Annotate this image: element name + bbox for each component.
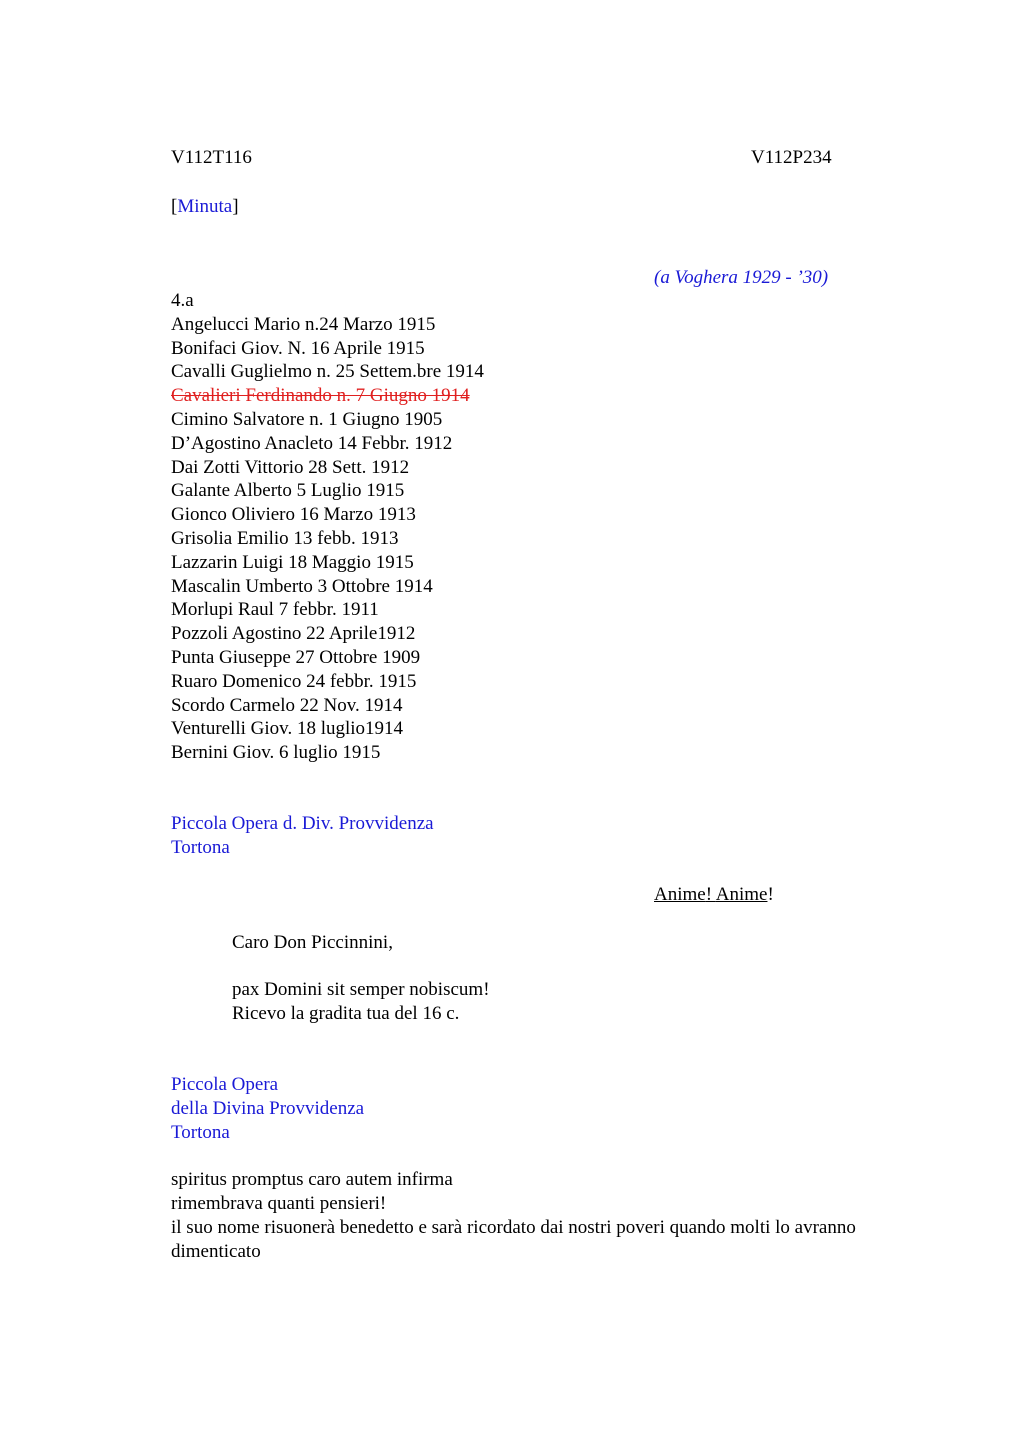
document-page [171,0,931,1450]
list-item: Ruaro Domenico 24 febbr. 1915 [171,670,417,692]
location-date-note: (a Voghera 1929 - ’30) [654,267,829,288]
list-item: Galante Alberto 5 Luglio 1915 [171,480,405,502]
letterhead2-line-3: Tortona [171,1122,230,1143]
list-item: Cavalli Guglielmo n. 25 Settem.bre 1914 [171,361,484,383]
bracket-close: ] [232,196,239,217]
letter-salutation: Caro Don Piccinnini, [232,932,393,953]
list-item: Bernini Giov. 6 luglio 1915 [171,742,381,764]
letter-line-2: Ricevo la gradita tua del 16 c. [232,1003,460,1024]
note-line-2: rimembrava quanti pensieri! [171,1193,387,1214]
list-item: Venturelli Giov. 18 luglio1914 [171,718,404,740]
list-heading: 4.a [171,290,194,311]
list-item: Bonifaci Giov. N. 16 Aprile 1915 [171,337,425,359]
list-item: Punta Giuseppe 27 Ottobre 1909 [171,646,421,668]
motto-word-1: Anime [654,884,706,905]
letterhead-line-2: Tortona [171,837,230,858]
list-item-struck: Cavalieri Ferdinando n. 7 Giugno 1914 [171,385,470,407]
list-item: Morlupi Raul 7 febbr. 1911 [171,599,379,621]
list-item: Gionco Oliviero 16 Marzo 1913 [171,504,416,526]
list-item: Cimino Salvatore n. 1 Giugno 1905 [171,408,443,430]
list-item: Scordo Carmelo 22 Nov. 1914 [171,694,403,716]
note-line-3: il suo nome risuonerà benedetto e sarà ricordato dai nostri poveri quando molti lo avranno dimenticato [171,1217,856,1262]
bracket-open: [ [171,196,178,217]
letterhead-line-1: Piccola Opera d. Div. Provvidenza [171,813,434,834]
letter-line-1: pax Domini sit semper nobiscum! [232,979,490,1000]
list-item: Angelucci Mario n.24 Marzo 1915 [171,313,436,335]
motto-word-2: Anime [715,884,768,905]
list-item: Grisolia Emilio 13 febb. 1913 [171,527,399,549]
document-code-left: V112T116 [171,147,252,168]
list-item: Lazzarin Luigi 18 Maggio 1915 [171,551,414,573]
motto-separator: ! [705,884,716,905]
motto [654,883,774,907]
letterhead2-line-1: Piccola Opera [171,1074,279,1095]
note-line-1: spiritus promptus caro autem infirma [171,1169,453,1190]
minuta-text: Minuta [177,196,233,217]
list-item: D’Agostino Anacleto 14 Febbr. 1912 [171,432,453,454]
list-item: Pozzoli Agostino 22 Aprile1912 [171,623,416,645]
list-item: Dai Zotti Vittorio 28 Sett. 1912 [171,456,410,478]
student-list [171,289,484,765]
motto-end: ! [767,884,774,905]
list-item: Mascalin Umberto 3 Ottobre 1914 [171,575,433,597]
letterhead2-line-2: della Divina Provvidenza [171,1098,365,1119]
document-code-right: V112P234 [751,147,832,168]
minuta-label [171,195,239,219]
